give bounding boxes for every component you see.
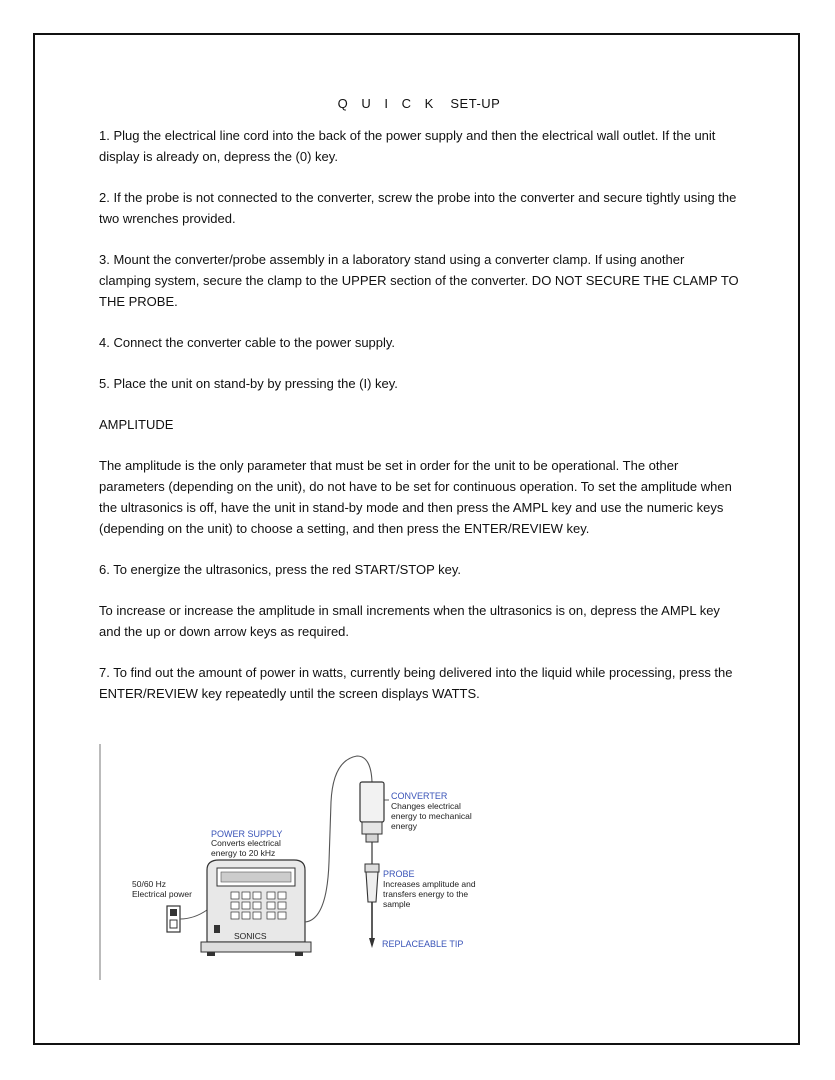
converter-icon <box>360 782 384 842</box>
power-cord <box>180 910 207 919</box>
step-4: 4. Connect the converter cable to the power supply. <box>99 335 396 350</box>
probe-icon <box>365 864 379 938</box>
step-7: 7. To find out the amount of power in watts, currently being delivered into the liquid while processing, press the ENTER/REVIEW key repeatedly until the screen displays WATTS. <box>99 665 733 701</box>
title-quick: Q U I C K <box>337 96 439 111</box>
tip-icon <box>369 938 375 948</box>
power-supply-desc-1: Converts electrical <box>211 838 281 848</box>
document-body <box>99 96 739 724</box>
power-supply-desc-2: energy to 20 kHz <box>211 848 276 858</box>
converter-desc-2: energy to mechanical <box>391 811 472 821</box>
step-5: 5. Place the unit on stand-by by pressing the (I) key. <box>99 376 398 391</box>
wall-outlet-icon <box>167 906 180 932</box>
electrical-power-label-2: Electrical power <box>132 889 192 899</box>
electrical-power-label-1: 50/60 Hz <box>132 879 167 889</box>
amplitude-paragraph: The amplitude is the only parameter that must be set in order for the unit to be operational. The other parameters (depending on the unit), do not have to be set for continuous operation. To set the amplitude when the ultrasonics is off, have the unit in stand-by mode and then press the AMPL key and use the numeric keys (depending on the unit) to choose a setting, and then press the ENTER/REVIEW key. <box>99 458 732 536</box>
converter-desc-3: energy <box>391 821 417 831</box>
step-2: 2. If the probe is not connected to the converter, screw the probe into the converter and secure tightly using the two wrenches provided. <box>99 190 737 226</box>
page-title <box>99 96 739 111</box>
power-supply-icon <box>201 860 311 956</box>
probe-desc-3: sample <box>383 899 411 909</box>
probe-title: PROBE <box>383 869 415 879</box>
increment-paragraph: To increase or increase the amplitude in small increments when the ultrasonics is on, depress the AMPL key and the up or down arrow keys as required. <box>99 603 720 639</box>
setup-diagram <box>99 742 529 982</box>
converter-cable <box>305 756 372 922</box>
tip-label: REPLACEABLE TIP <box>382 939 464 949</box>
setup-diagram-svg <box>99 742 529 982</box>
probe-desc-1: Increases amplitude and <box>383 879 476 889</box>
amplitude-heading: AMPLITUDE <box>99 417 174 432</box>
brand-label: SONICS <box>234 931 267 941</box>
power-supply-title: POWER SUPPLY <box>211 829 283 839</box>
probe-desc-2: transfers energy to the <box>383 889 469 899</box>
step-3: 3. Mount the converter/probe assembly in a laboratory stand using a converter clamp. If using another clamping system, secure the clamp to the UPPER section of the converter. DO NOT SECURE THE CLAMP TO THE PROBE. <box>99 252 739 309</box>
step-1: 1. Plug the electrical line cord into the back of the power supply and then the electrical wall outlet. If the unit display is already on, depress the (0) key. <box>99 128 716 164</box>
title-setup: SET-UP <box>450 96 501 111</box>
step-6: 6. To energize the ultrasonics, press the red START/STOP key. <box>99 562 462 577</box>
converter-desc-1: Changes electrical <box>391 801 461 811</box>
converter-title: CONVERTER <box>391 791 448 801</box>
